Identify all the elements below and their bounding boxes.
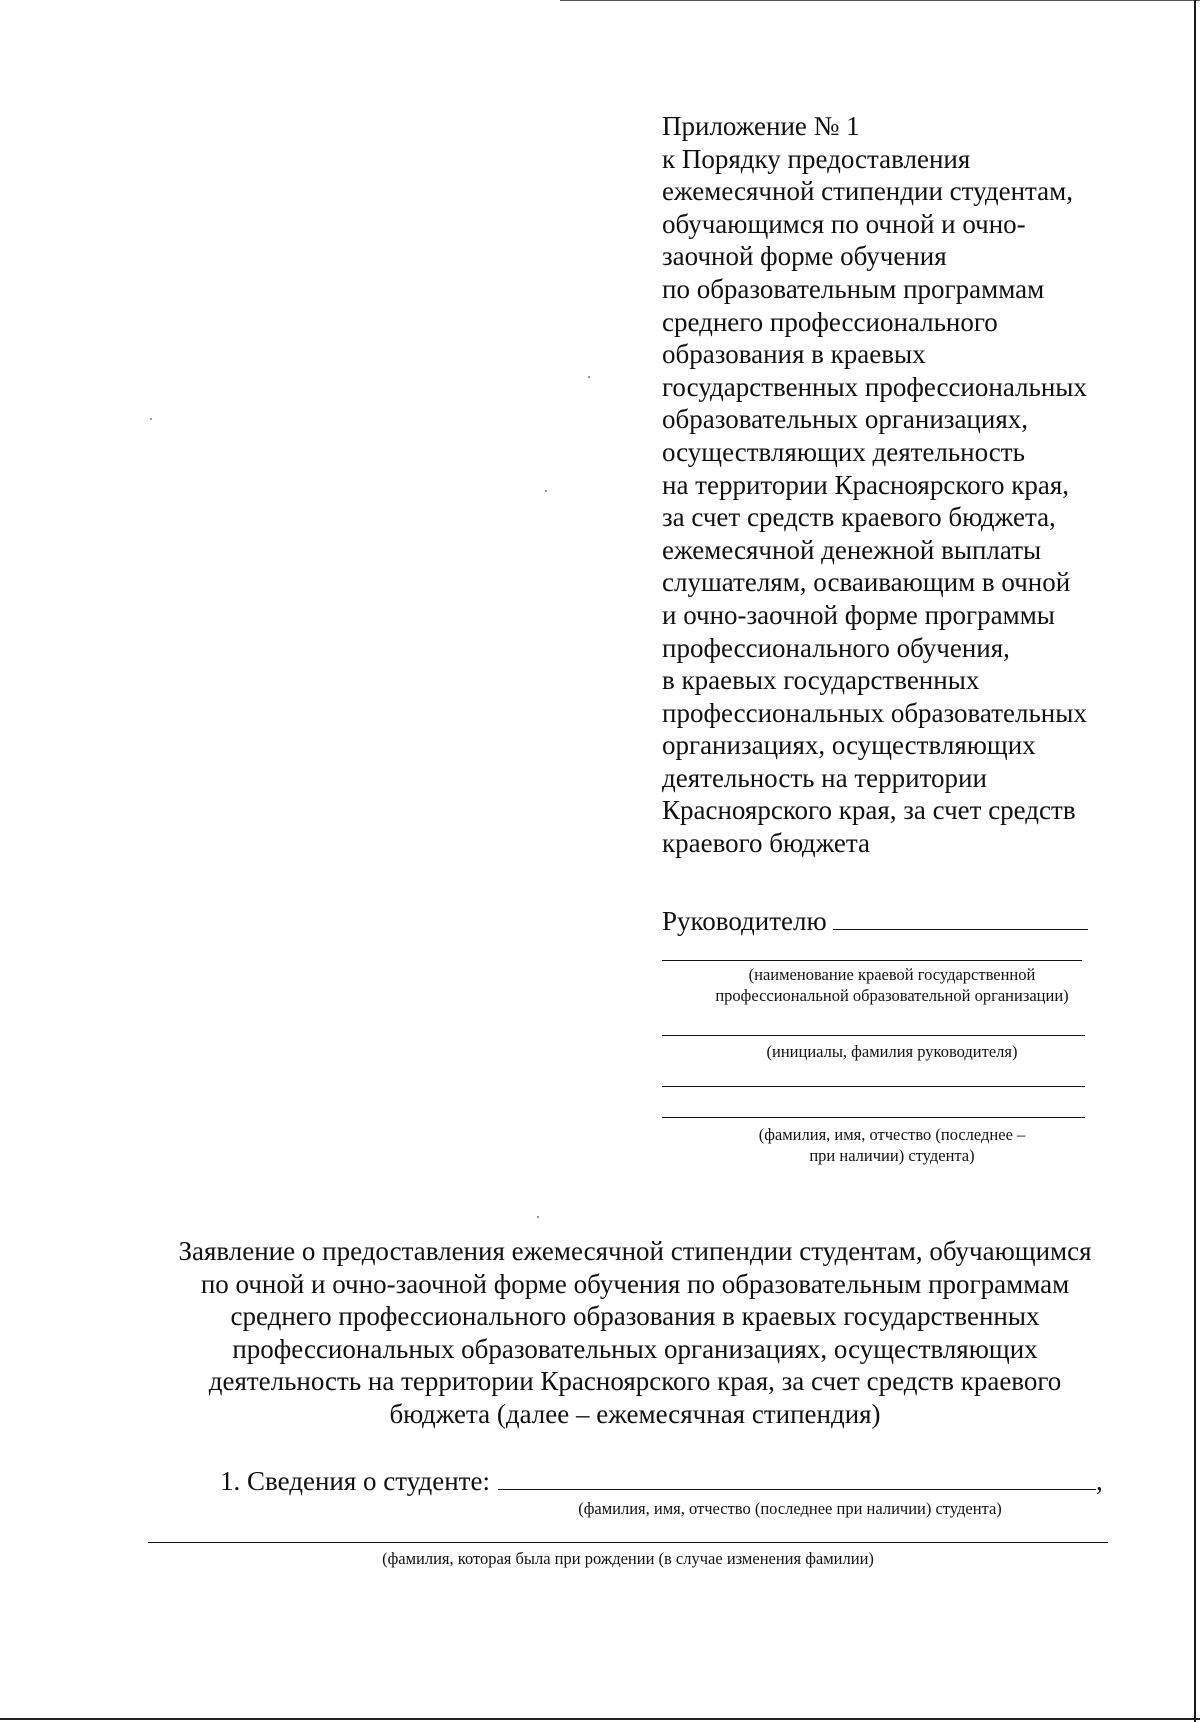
appendix-line: образования в краевых [662,339,926,370]
scan-speck [150,418,152,420]
student-caption [662,1124,1122,1166]
student-caption-line2: при наличии) студента) [809,1146,975,1165]
scan-speck [588,376,590,378]
statement-title-line: профессиональных образовательных организациях, осуществляющих [232,1333,1038,1364]
section1-comma: , [1095,1466,1103,1496]
statement-title-line: бюджета (далее – ежемесячная стипендия) [389,1398,881,1429]
addressee-to-line [662,905,1102,937]
scan-speck [537,1216,539,1218]
appendix-line: профессиональных образовательных [662,697,1087,728]
appendix-header [662,110,1142,860]
appendix-line: краевого бюджета [662,828,870,859]
scan-edge-right [1194,0,1196,1722]
head-caption: (инициалы, фамилия руководителя) [766,1042,1018,1061]
student-fullname-blank[interactable] [498,1467,1096,1490]
student-fullname-caption: (фамилия, имя, отчество (последнее при наличии) студента) [578,1499,1002,1518]
statement-title-line: Заявление о предоставления ежемесячной стипендии студентам, обучающимся [178,1236,1092,1266]
appendix-line: обучающимся по очной и очно- [662,208,1026,239]
statement-title-line: деятельность на территории Красноярского края, за счет средств краевого [208,1366,1062,1396]
org-caption [662,964,1122,1006]
statement-title [130,1235,1140,1430]
statement-title-line: среднего профессионального образования в краевых государственных [230,1301,1040,1331]
org-caption-line1: (наименование краевой государственной [748,965,1036,984]
appendix-line: на территории Красноярского края, [662,469,1069,500]
scan-edge-top [560,0,1200,1]
scan-speck [545,490,547,492]
appendix-line: к Порядку предоставления [662,143,971,174]
appendix-line: государственных профессиональных [662,371,1087,402]
appendix-line: по образовательным программам [662,273,1045,304]
appendix-line: осуществляющих деятельность [662,436,1025,467]
birth-surname-caption: (фамилия, которая была при рождении (в случае изменения фамилии) [382,1549,874,1568]
scan-edge-bottom [0,1718,1200,1720]
appendix-line: и очно-заочной форме программы [662,599,1055,630]
student-name-blank-1[interactable] [662,1086,1085,1087]
appendix-line: слушателям, осваивающим в очной [662,567,1071,598]
org-caption-line2: профессиональной образовательной организации) [715,986,1069,1005]
section1-label: 1. Сведения о студенте: [220,1466,490,1496]
statement-title-line: по очной и очно-заочной форме обучения по образовательным программам [200,1268,1070,1299]
appendix-line: деятельность на территории [662,762,987,793]
appendix-line: профессионального обучения, [662,632,1010,663]
head-name-blank[interactable] [662,1035,1085,1036]
appendix-line: заочной форме обучения [662,241,947,272]
appendix-line: Приложение № 1 [662,111,860,141]
addressee-name-blank[interactable] [833,907,1088,930]
appendix-line: в краевых государственных [662,665,980,696]
appendix-line: ежемесячной стипендии студентам, [662,176,1073,207]
org-name-blank[interactable] [662,960,1082,961]
appendix-line: среднего профессионального [662,306,998,337]
section1-student-info [220,1465,1103,1497]
appendix-line: за счет средств краевого бюджета, [662,502,1056,533]
appendix-line: ежемесячной денежной выплаты [662,534,1042,565]
appendix-line: Красноярского края, за счет средств [662,795,1076,826]
student-name-blank-2[interactable] [662,1117,1085,1118]
appendix-line: образовательных организациях, [662,404,1028,435]
addressee-label: Руководителю [662,906,827,936]
student-caption-line1: (фамилия, имя, отчество (последнее – [758,1125,1026,1144]
birth-surname-blank[interactable] [148,1542,1108,1543]
addressee-block [662,905,1102,937]
appendix-line: организациях, осуществляющих [662,730,1036,761]
